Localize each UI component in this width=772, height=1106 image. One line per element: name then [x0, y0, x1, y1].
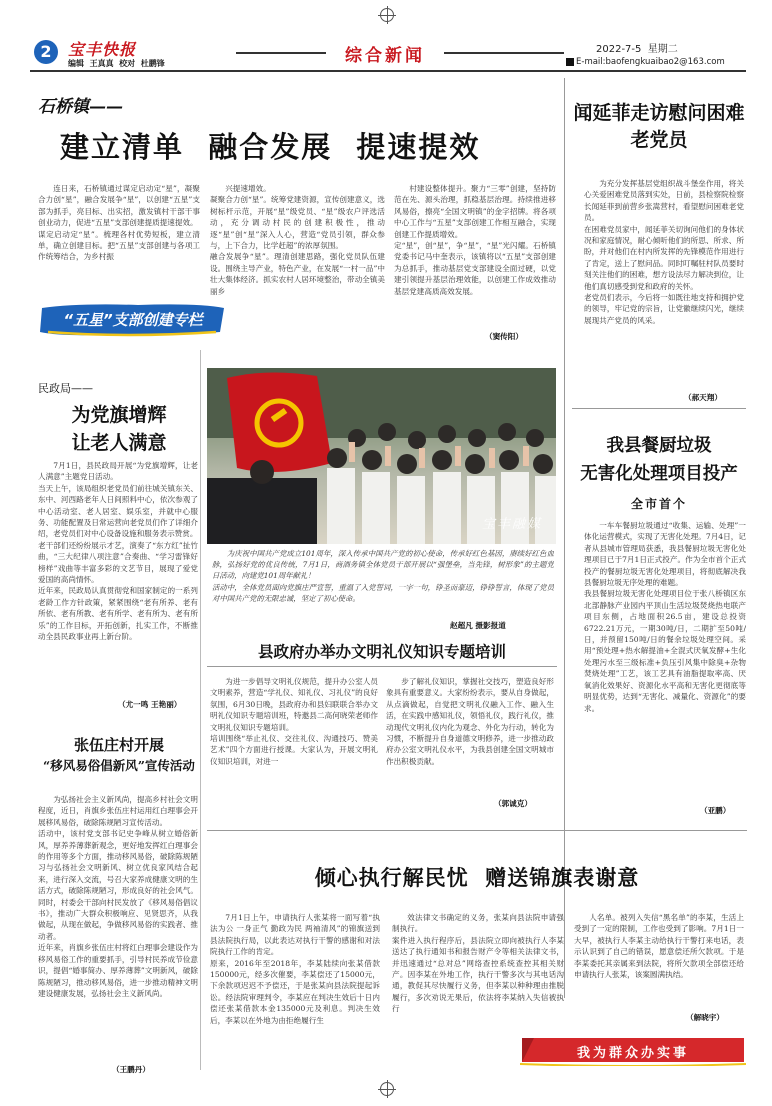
column-divider-left [200, 350, 201, 1070]
photo-watermark: 宝丰融媒 [481, 517, 542, 532]
article6-author: （王鹏丹） [112, 1065, 150, 1074]
five-star-banner-text: “五星”支部创建专栏 [63, 311, 203, 329]
article1-title: 建立清单 融合发展 提速提效 [60, 130, 481, 164]
article4-author: （郭诚克） [494, 799, 532, 808]
registration-mark-bottom [380, 1082, 394, 1096]
article2-author: （郝天翔） [684, 393, 722, 402]
article4-title: 县政府办举办文明礼仪知识专题培训 [257, 642, 506, 661]
masthead-rule-right [444, 52, 564, 54]
five-star-banner [38, 302, 228, 338]
service-banner [520, 1034, 746, 1066]
column-divider [564, 78, 565, 998]
article7-col2: 效法律文书确定的义务，张某向县法院申请强制执行。 案件进入执行程序后，县法院立即向被执行人李某送达了执行通知书和报告财产令等相关法律文书，并迅速通过“总对总”网络查控系统查控其相关财产。因李某在外地工作，执行干警多次与其电话沟通，教促其尽快履行义务，但李某以种种理由推脱履行，多次劝说无果后，依法将李某纳入失信被执行 [392, 913, 564, 1014]
article6-title-line2: “移风易俗倡新风”宣传活动 [43, 758, 195, 773]
photo-caption: 为庆祝中国共产党成立101周年，深入传承中国共产党的初心使命，传承好红色基因，赓续好红色血脉，弘扬好党的优良传统，7月1日，商酒务镇全体党员干部开展以“强堡垒，当先锋，树形象”的主题党日活动，向建党101周年献礼！ 活动中，全体党员面向党旗庄严宣誓，重温了入党誓词，一字一句，铮圣而豪迈，铮铮誓言，体现了党员对中国共产党的无限忠诚，坚定了初心使命。 [212, 549, 554, 603]
article5-title-line1: 我县餐厨垃圾 [606, 436, 712, 456]
article1-author: （窦传阳） [485, 332, 523, 341]
oath-photo [207, 368, 556, 544]
masthead-bottom-rule [30, 70, 746, 72]
email-square-icon [566, 58, 574, 66]
article2-title: 闻延菲走访慰问困难老党员 [573, 102, 745, 151]
article7-author: （解晓宇） [686, 1013, 724, 1022]
article1-col2: 兴提速增效。 凝聚合力创“星”。统筹党建资源，宣传创建意义，选树标杆示范，开展“星”级党员、“星”级农户评选活动，充分调动村民的创建积极性，推动逐“星”创“星”深入人心，营造“党员引领，群众参与，上下合力，比学赶超”的浓厚氛围。 融合发展争“星”。理清创建思路，强化党员队伍建设。围绕主导产业，特色产业，在发展“一村一品”中壮大集体经济。抓实农村人居环境整治，带动全镇美丽乡 [210, 184, 385, 296]
article7-col1: 7月1日上午，申请执行人张某将一面写着“执法为公 一身正气 勤政为民 两袖清风”的锦旗送到县法院执行局，以此表达对执行干警的感谢和对法院执行工作的肯定。 原来，2016年至2018年，李某陆续向张某借款150000元，经多次催要，李某偿还了15000元，下余款项迟迟不予偿还，于是张某向县法院提起诉讼。经法院审理判令，李某应在判决生效后十日内偿还张某借款本金135000元及利息。判决生效后，李某以在外地为由拒绝履行生 [210, 913, 380, 1025]
issue-date: 2022-7-5 星期二 [596, 44, 678, 55]
section-title: 综合新闻 [345, 46, 425, 66]
article3-kicker: 民政局—— [38, 382, 93, 395]
article5-author: （亚鹏） [700, 806, 731, 815]
article5-subtitle: 全市首个 [630, 497, 687, 511]
email-address: E-mail:baofengkuaibao2@163.com [576, 57, 725, 67]
article3-author: （尤一鸣 王艳丽） [118, 700, 182, 709]
photo-credit: 赵超凡 摄影报道 [450, 621, 506, 630]
article1-kicker: 石桥镇—— [38, 97, 123, 117]
article3-body: 7月1日，县民政局开展“为党旗增辉，让老人满意”主题党日活动。 当天上午，该局组织老党员们前往城关镇东关、东中、河西路老年人日间照料中心，依次参观了中心活动室、老人居室、娱乐室，并就中心服务、功能配置及日常运营向老党员们作了详细介绍，老党员们对中心设备设施和服务表示赞赏。 老干部们还纷纷展示才艺，演奏了“东方红”扯竹曲，“三大纪律八项注意”合奏曲、“学习雷锋好榜样”戏曲等丰富多彩的文艺节目，展现了爱党爱国的高尚情怀。 近年来，民政局认真贯彻党和国家制定的一系列老龄工作方针政策，紧紧围绕“老有所养、老有所依、老有所教、老有所学、老有所为、老有所乐”的工作目标，开拓创新，扎实工作，不断推动全县民政事业再上新台阶。 [38, 461, 198, 642]
article6-title-line1: 张伍庄村开展 [73, 736, 164, 754]
article7-top-rule [207, 830, 747, 831]
article3-title-line1: 为党旗增辉 [71, 404, 167, 426]
masthead-rule-left [236, 52, 326, 54]
editor-line: 编辑 王真真 校对 杜鹏锋 [68, 59, 165, 68]
article3-title-line2: 让老人满意 [71, 432, 167, 454]
paper-name-logo: 宝丰快报 [68, 40, 137, 59]
article7-col3: 人名单。被列入失信“黑名单”的李某，生活上受到了一定的限制，工作也受到了影响。7月1日一大早，被执行人李某主动给执行干警打来电话，表示认识到了自己的错误，愿意偿还所欠款项。于是李某委托其亲属来到法院，将所欠款项全部偿还给申请执行人张某，该案圆满执结。 [574, 913, 744, 980]
article4-title-rule [207, 666, 557, 667]
article1-col1: 连日来，石桥镇通过谋定启动定“星”，凝聚合力创“星”，融合发展争“星”，以创建“五星”支部为抓手，亮目标、出实招，激发镇村干部干事创业动力，促进“五星”支部创建提质提速提效。 谋定启动定“星”。梳理各村优势短板，建立清单，确立创建目标。把“五星”支部创建与各项工作统筹结合，为乡村振 [38, 184, 200, 262]
article2-body: 为充分发挥基层党组织战斗堡垒作用，将关心关爱困难党员落到实处，日前，县检察院检察长闻延菲到前营乡张嵩营村，看望慰问困难老党员。 在困难党员家中，闻延菲关切询问他们的身体状况和家庭情况，耐心倾听他们的所思、所求、所盼，并对他们在村内所发挥的先锋模范作用进行了肯定，送上了慰问品。同时叮嘱驻村队员要时刻关注他们的困难，想方设法尽力解决到位，让他们真切感受到党和政府的关怀。 老党员们表示，今后将一如既往地支持和拥护党的领导，牢记党的宗旨，让党徽继续闪光，继续展现共产党员的风采。 [584, 179, 744, 325]
page-number-badge: 2 [34, 40, 58, 64]
article7-title: 倾心执行解民忧 赠送锦旗表谢意 [314, 865, 640, 890]
article5-body: 一车车餐厨垃圾通过“收集、运输、处理”一体化运营模式，实现了无害化处理。7月4日，记者从县城市管理局获悉，我县餐厨垃圾无害化处理项目已于7月1日正式投产。作为全市首个正式投产的餐厨垃圾无害化处理项目，将彻底解决我县餐厨垃圾无序处理的难题。 我县餐厨垃圾无害化处理项目位于张八桥镇区东北部静脉产业园内平顶山生活垃圾焚烧热电联产项目东侧，占地面积26.5亩，建设总投资6722.21万元，一期30吨/日，二期扩至50吨/日，并预留150吨/日的餐余垃圾处理空间。采用“预处理+热水解提油+全混式厌氧发酵+生化处理污水至三级标准+负压引风集中除臭+杂物焚烧处理”工艺，该工艺具有油脂提取率高、厌氧消化效果好、资源化水平高和无害化更彻底等明显优势，达到“无害化、减量化、资源化”的要求。 [584, 521, 746, 713]
article5-title-line2: 无害化处理项目投产 [580, 464, 738, 484]
article6-body: 为弘扬社会主义新风尚，提高乡村社会文明程度，近日，肖旗乡张伍庄村运用红白理事会开展移风易俗，破除陈规陋习宣传活动。 活动中，该村党支部书记史争峰从树立婚俗新风，厚养养薄葬新观念，更好地发挥红白理事会的作用等多个方面，推动移风易俗，破除陈规陋习与弘扬社会文明新风、树立优良家风结合起来，进行深入交流，号召大家养成健康文明的生活方式，破除陈规陋习，形成良好的社会风气。同时，村委会干部向村民发放了《移风易俗倡议书》，推动广大群众积极响应、见贤思齐，从我做起，从现在做起，争做移风易俗的实践者、推动者。 近年来，肖旗乡张伍庄村将红白理事会建设作为移风易俗工作的重要抓手，引导村民养成节俭意识，提倡“婚事简办、厚养薄葬”文明新风，破除陈规陋习，推动移风易俗，进一步推动精神文明建设健康发展，弘扬社会主义新风尚。 [38, 795, 198, 998]
article2-bottom-rule [572, 408, 746, 409]
service-banner-text: 我为群众办实事 [576, 1046, 689, 1061]
article4-col1: 为进一步倡导文明礼仪规范，提升办公室人员文明素养，营造“学礼仪、知礼仪、习礼仪”的良好氛围，6月30日晚，县政府办和县妇联联合举办文明礼仪知识专题培训班，特邀县二高何晓荣老师作文明礼仪知识专题培训。 培训围绕“举止礼仪、交往礼仪、沟通技巧、赞美艺术”四个方面进行授课。大家认为，开展文明礼仪知识培训，对进一 [210, 677, 378, 766]
article1-col3: 村建设整体提升。聚力“三零”创建，坚持防范在先、源头治理，抓稳基层治理。持续推进移风易俗，擦亮“全国文明镇”的金字招牌。将各项中心工作与“五星”支部创建工作相互融合，实现创建工作提质增效。 定“星”，创“星”，争“星”，“星”光闪耀。石桥镇党委书记马中奎表示，该镇将以“五星”支部创建为总抓手，推动基层党支部建设全面过硬，以党建引领提升基层治理效能，以创建工作成效推动基层党建高质高效发展。 [394, 184, 556, 296]
registration-mark-top [380, 8, 394, 22]
article4-col2: 步了解礼仪知识，掌握社交技巧，塑造良好形象具有重要意义。大家纷纷表示，要从自身做起，从点滴做起，自觉把文明礼仪融入工作、融入生活，在实践中感知礼仪，领悟礼仪，践行礼仪，推动现代文明礼仪内化为观念、外化为行动，转化为习惯，不断提升自身道德文明修养，进一步推动政府办公室文明礼仪水平，为我县创建全国文明城市作出积极贡献。 [386, 677, 554, 766]
